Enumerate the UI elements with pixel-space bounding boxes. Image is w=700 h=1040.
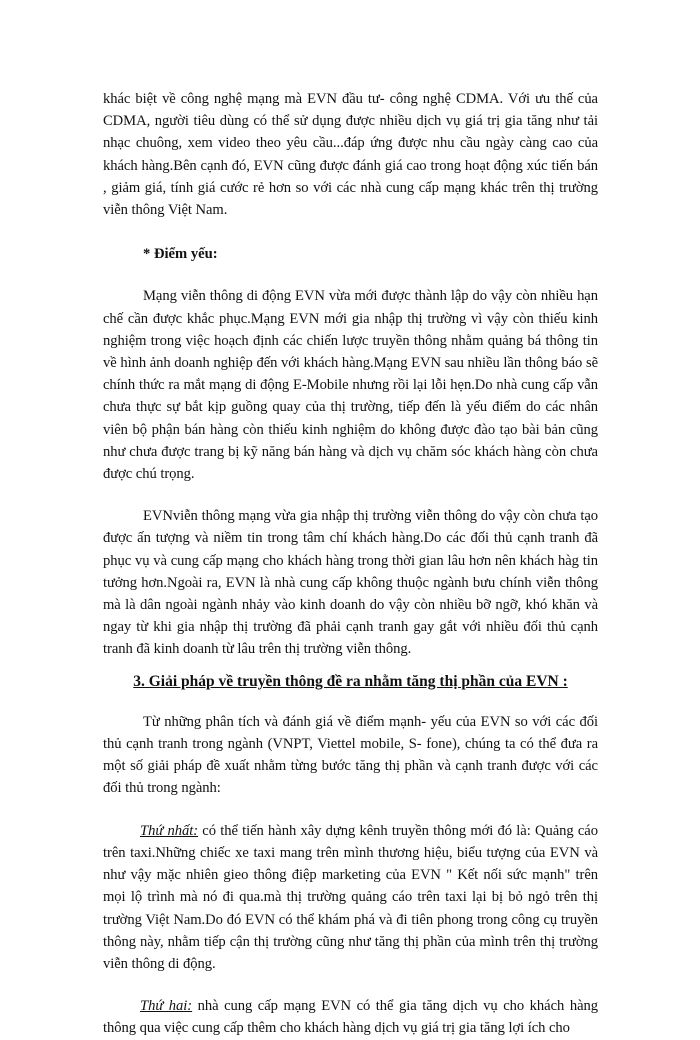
section-title-solutions: 3. Giải pháp về truyền thông đề ra nhằm tăng thị phần của EVN : [133,672,568,690]
paragraph-solution-1 [103,820,598,975]
solution-1-label: Thứ nhất: [140,822,199,839]
paragraph-spacer [103,975,598,995]
paragraph-weakness-1: Mạng viễn thông di động EVN vừa mới được thành lập do vậy còn nhiều hạn chế cần được khắc phục.Mạng EVN mới gia nhập thị trường vì vậy còn thiếu kinh nghiệm trong việc hoạch định các chiến lược truyền thông nhằm quảng bá thông tin về hình ảnh doanh nghiệp đến với khách hàng.Mạng EVN sau nhiều lần thông báo sẽ chính thức ra mắt mạng di động E-Mobile nhưng rồi lại lỗi hẹn.Do nhà cung cấp vẫn chưa thực sự bắt kịp guồng quay của thị trường, tiếp đến là yếu điểm do các nhân viên bộ phận bán hàng còn thiếu kinh nghiệm do không được đào tạo bài bản cũng như chưa được trang bị kỹ năng bán hàng và dịch vụ chăm sóc khách hàng còn chưa được chú trọng. [103,288,598,483]
document-page [103,88,598,1040]
paragraph-strengths-continued: khác biệt về công nghệ mạng mà EVN đầu tư- công nghệ CDMA. Với ưu thế của CDMA, người tiêu dùng có thể sử dụng được nhiều dịch vụ giá trị gia tăng như tải nhạc chuông, xem video theo yêu cầu...đáp ứng được nhu cầu ngày càng cao của khách hàng.Bên cạnh đó, EVN cũng được đánh giá cao trong hoạt động xúc tiến bán , giảm giá, tính giá cước rẻ hơn so với các nhà cung cấp mạng khác trên thị trường viễn thông Việt Nam. [103,91,598,219]
paragraph-weakness-2: EVNviễn thông mạng vừa gia nhập thị trường viễn thông do vậy còn chưa tạo được ấn tượng và niềm tin trong tâm chí khách hàng.Do các đối thủ cạnh tranh đã phục vụ và cung cấp mạng cho khách hàng trong thời gian lâu hơn nên khách hàg tin tưởng hơn.Ngoài ra, EVN là nhà cung cấp không thuộc ngành bưu chính viễn thông mà là dân ngoài ngành nhảy vào kinh doanh do vậy còn nhiều bỡ ngỡ, khó khăn và ngay từ khi gia nhập thị trường đã phải cạnh tranh gay gắt với nhiều đối thủ cạnh tranh đã kinh doanh từ lâu trên thị trường viễn thông. [103,508,598,658]
solution-2-text: nhà cung cấp mạng EVN có thể gia tăng dịch vụ cho khách hàng thông qua việc cung cấp thêm cho khách hàng dịch vụ giá trị gia tăng lợi ích cho [103,998,598,1037]
paragraph-solution-2 [103,995,598,1039]
weakness-heading: * Điểm yếu: [143,246,218,263]
solution-2-label: Thứ hai: [140,998,193,1015]
paragraph-section-intro: Từ những phân tích và đánh giá về điểm mạnh- yếu của EVN so với các đối thủ cạnh tranh trong ngành (VNPT, Viettel mobile, S- fone), chúng ta có thể đưa ra một số giải pháp đề xuất nhằm từng bước tăng thị phần và cạnh tranh được với các đối thủ trong ngành: [103,713,598,797]
paragraph-spacer [103,800,598,820]
solution-1-text: có thể tiến hành xây dựng kênh truyền thông mới đó là: Quảng cáo trên taxi.Những chiếc xe taxi mang trên mình thương hiệu, biểu tượng của EVN và như vậy mặc nhiên gieo thông điệp marketing của EVN " Kết nối sức mạnh" trên mọi lộ trình mà nó đi qua.mà thị trường quảng cáo trên taxi lại bị bỏ ngỏ trên thị trường Việt Nam.Do đó EVN có thể khám phá và đi tiên phong trong công cụ truyền thông này, nhằm tiếp cận thị trường cũng như tăng thị phần của mình trên thị trường viễn thông di động. [103,822,598,972]
paragraph-spacer [103,485,598,505]
